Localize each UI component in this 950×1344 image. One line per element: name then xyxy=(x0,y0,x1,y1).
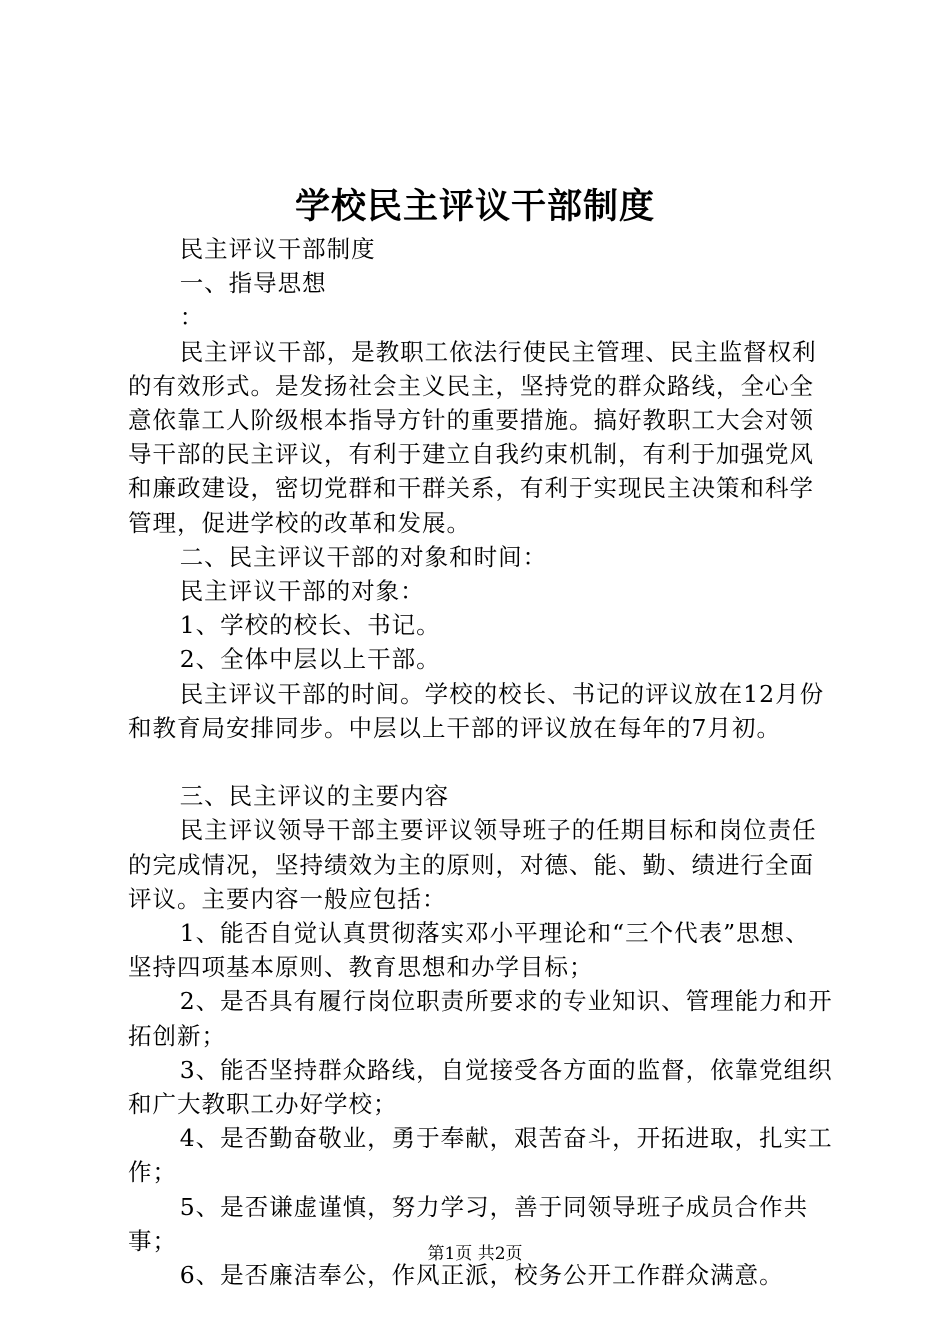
section-heading-3: 三、民主评议的主要内容 xyxy=(179,782,450,811)
list-item: 2、全体中层以上干部。 xyxy=(179,645,441,674)
paragraph-subtitle: 民主评议干部制度 xyxy=(179,235,376,263)
list-item: 6、是否廉洁奉公，作风正派，校务公开工作群众满意。 xyxy=(179,1261,784,1290)
document-title: 学校民主评议干部制度 xyxy=(294,186,655,227)
blank-line xyxy=(128,745,833,779)
paragraph-guiding-thought: 民主评议干部，是教职工依法行使民主管理、民主监督权利的有效形式。是发扬社会主义民主，坚持党的群众路线，全心全意依靠工人阶级根本指导方针的重要措施。搞好教职工大会对领导干部的民主评议，有利于建立自我约束机制，有利于加强党风和廉政建设，密切党群和干群关系，有利于实现民主决策和科学管理，促进学校的改革和发展。 xyxy=(128,337,817,537)
paragraph-objects-label: 民主评议干部的对象： xyxy=(179,577,425,606)
list-item: 3、能否坚持群众路线，自觉接受各方面的监督，依靠党组织和广大教职工办好学校； xyxy=(128,1055,833,1119)
list-item: 4、是否勤奋敬业，勇于奉献，艰苦奋斗，开拓进取，扎实工作； xyxy=(128,1124,833,1187)
list-item: 5、是否谦虚谨慎，努力学习，善于同领导班子成员合作共事； xyxy=(128,1192,809,1255)
list-item: 2、是否具有履行岗位职责所要求的专业知识、管理能力和开拓创新； xyxy=(128,987,833,1050)
section-heading-2: 二、民主评议干部的对象和时间： xyxy=(179,542,548,571)
section-heading-1: 一、指导思想 xyxy=(179,269,327,298)
paragraph-time: 民主评议干部的时间。学校的校长、书记的评议放在12月份和教育局安排同步。中层以上干部的评议放在每年的7月初。 xyxy=(128,679,825,742)
page-footer: 第1页 共2页 xyxy=(427,1244,523,1264)
document-body xyxy=(128,232,833,1292)
list-item: 1、学校的校长、书记。 xyxy=(179,611,441,640)
list-item: 1、能否自觉认真贯彻落实邓小平理论和“三个代表”思想、坚持四项基本原则、教育思想和办学目标； xyxy=(128,919,810,982)
paragraph-main-content: 民主评议领导干部主要评议领导班子的任期目标和岗位责任的完成情况，坚持绩效为主的原则，对德、能、勤、绩进行全面评议。主要内容一般应包括： xyxy=(128,816,817,913)
paragraph-colon: ： xyxy=(179,303,205,332)
